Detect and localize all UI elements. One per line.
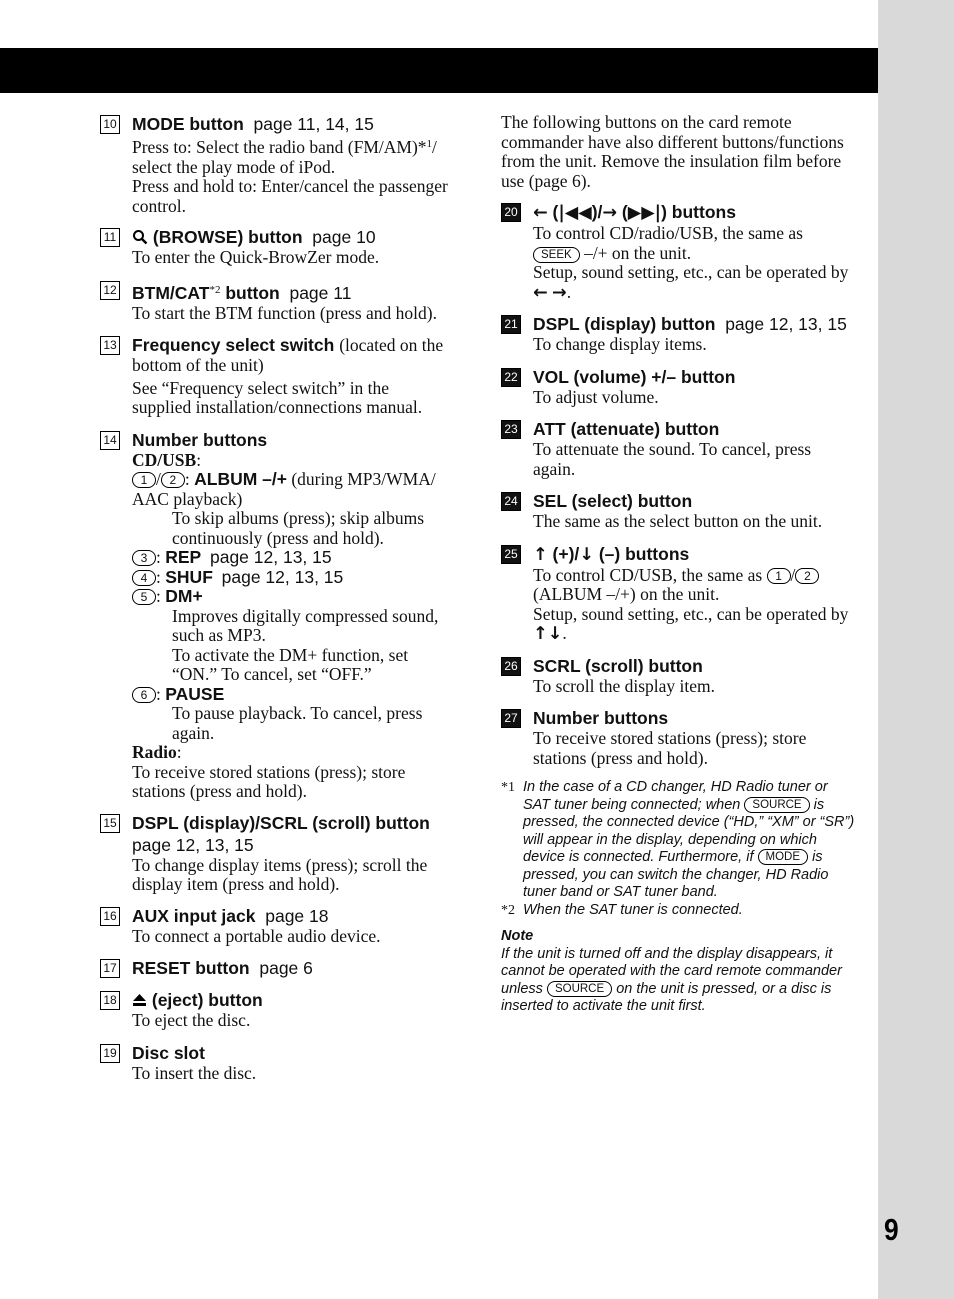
entry-text: AAC playback) [132,488,243,509]
left-column [100,113,470,1083]
entry-text: again. [533,458,576,479]
callout-number: 15 [100,814,120,833]
page-ref: page 6 [259,958,313,978]
entry-text: / [432,137,437,157]
number-key: 1 [132,472,156,488]
entry-heading: (+)/ [552,543,580,564]
page-ref: page 10 [312,227,376,247]
entry-text: To attenuate the sound. To cancel, press [533,439,812,459]
entry-18 [100,989,470,1031]
entry-text: bottom of the unit) [132,355,264,375]
entry-text: control. [132,195,186,216]
entry-note: (located on the [339,335,444,355]
entry-heading: Number buttons [533,708,669,728]
subheading-cd-usb: CD/USB [132,449,197,470]
eject-icon [132,993,147,1007]
entry-12 [100,279,470,324]
entry-heading: BTM/CAT [132,282,210,303]
entry-text: See “Frequency select switch” in the [132,377,390,398]
callout-number: 26 [501,657,521,676]
callout-number: 27 [501,709,521,728]
callout-number: 19 [100,1044,120,1063]
footnote-text: SAT tuner being connected; when [523,796,741,813]
entry-heading: VOL (volume) +/– button [533,366,736,387]
footnote-2 [501,902,871,920]
function-label: PAUSE [165,683,225,704]
page-ref: page 12, 13, 15 [209,547,332,567]
intro-text: The following buttons on the card remote [501,112,792,132]
entry-text: To eject the disc. [132,1010,251,1030]
entry-23 [501,418,871,479]
previous-track-icon: |◀◀ [558,203,592,223]
note-text: cannot be operated with the card remote commander [501,963,842,979]
function-label: DM+ [165,586,203,606]
footnote-mark: *1 [501,780,515,795]
entry-10 [100,113,470,216]
footnote-text: device is connected. Furthermore, if [523,849,754,865]
function-label: REP [165,547,202,567]
entry-text: To change display items (press); scroll the [132,854,428,875]
entry-text: To pause playback. To cancel, press [172,703,423,723]
entry-heading: (–) buttons [598,543,690,564]
callout-number: 10 [100,115,120,134]
entry-text: continuously (press and hold). [172,527,384,548]
entry-26 [501,655,871,697]
note-text: unless [501,980,543,997]
number-key: 1 [767,568,791,584]
footnote-text: pressed, the connected device (“HD,” “XM” or “SR”) [523,814,855,830]
page-ref: page 12, 13, 15 [221,566,344,587]
entry-19 [100,1042,470,1084]
number-key: 4 [132,570,156,586]
footnote-text: When the SAT tuner is connected. [523,901,743,918]
entry-text: To enter the Quick-BrowZer mode. [132,247,380,267]
left-arrow-icon: ← [533,282,548,303]
search-icon [132,229,148,245]
entry-22 [501,366,871,408]
note-box [501,928,871,1016]
seek-key: SEEK [533,247,580,263]
entry-text: Press to: Select the radio band (FM/AM)* [132,137,427,157]
page-ref: page 11 [289,282,352,303]
function-label: ALBUM –/+ [194,469,287,489]
mode-key: MODE [758,849,809,865]
up-arrow-icon: ↑ [533,624,548,644]
function-label: SHUF [165,566,213,587]
callout-number: 21 [501,315,521,334]
entry-text: To scroll the display item. [533,675,716,696]
entry-25: 25 ↑ (+)/↓ (–) buttons To control CD/USB, the same as 1 / 2 (ALBUM –/+) on the unit. Setup, sound setting, etc., can be operated by ↑↓. [501,543,871,645]
entry-heading: MODE button [132,114,244,134]
entry-text: again. [172,722,215,743]
note-text: If the unit is turned off and the display disappears, it [501,945,833,962]
intro-paragraph [501,113,871,191]
right-column [501,113,871,1016]
entry-heading: DSPL (display)/SCRL (scroll) button [132,812,430,833]
entry-20: 20 ← (|◀◀)/→ (▶▶|) buttons To control CD/radio/USB, the same as SEEK –/+ on the unit. Setup, sound setting, etc., can be operated by ← →. [501,201,871,303]
entry-21 [501,313,871,355]
entry-text: Setup, sound setting, etc., can be operated by [533,262,849,282]
callout-number: 23 [501,420,521,439]
callout-number: 11 [100,228,120,247]
note-title: Note [501,928,534,944]
entry-text: To connect a portable audio device. [132,925,381,946]
entry-heading: button [225,282,280,303]
entry-heading: RESET button [132,958,250,978]
entry-text: Improves digitally compressed sound, [172,605,439,626]
entry-text: Press and hold to: Enter/cancel the passenger [132,176,448,196]
entry-text: To skip albums (press); skip albums [172,508,425,528]
right-arrow-icon: → [552,282,567,303]
page-ref: page 18 [265,905,329,926]
entry-heading: Frequency select switch [132,335,335,355]
entry-17 [100,957,470,979]
entry-11 [100,226,470,268]
callout-number: 13 [100,336,120,355]
entry-text: “ON.” To cancel, set “OFF.” [172,664,372,684]
header-bar [0,48,878,93]
page-number: 9 [884,1212,899,1247]
subheading-radio: Radio [132,742,177,762]
entry-text: display item (press and hold). [132,874,340,894]
footnote-text: is [812,849,823,865]
entry-text: To change display items. [533,334,707,354]
entry-heading: SEL (select) button [533,491,693,511]
entry-16 [100,905,470,947]
number-key: 3 [132,550,156,566]
entry-heading: (BROWSE) button [152,227,303,247]
page-side-tab [878,0,954,1299]
entry-text: stations (press and hold). [132,781,307,801]
entry-text: –/+ on the unit. [584,242,692,263]
callout-number: 12 [100,281,120,300]
number-key: 2 [161,472,185,488]
entry-heading: AUX input jack [132,905,256,926]
entry-text: To control CD/USB, the same as [533,564,763,585]
entry-text: To receive stored stations (press); store [533,728,807,748]
entry-text: To start the BTM function (press and hold). [132,302,437,323]
right-arrow-icon: → [602,203,618,223]
entry-text: To adjust volume. [533,386,659,407]
callout-number: 20 [501,203,521,222]
page-ref: page 12, 13, 15 [132,834,254,855]
footnote-ref: 1 [426,138,433,150]
entry-text: To insert the disc. [132,1062,257,1083]
entry-text: (ALBUM –/+) on the unit. [533,584,720,604]
entry-heading: Disc slot [132,1042,205,1063]
entry-13 [100,334,470,418]
entry-heading: SCRL (scroll) button [533,655,703,676]
entry-text: stations (press and hold). [533,747,708,768]
entry-text: select the play mode of iPod. [132,156,336,177]
entry-text: supplied installation/connections manual. [132,397,423,417]
callout-number: 17 [100,959,120,978]
entry-heading: buttons [671,202,736,222]
number-key: 5 [132,589,156,605]
intro-text: use (page 6). [501,170,591,191]
footnote-1 [501,779,871,902]
intro-text: from the unit. Remove the insulation film before [501,151,842,171]
page-ref: page 11, 14, 15 [253,114,374,134]
callout-number: 16 [100,907,120,926]
down-arrow-icon: ↓ [547,624,563,644]
up-arrow-icon: ↑ [533,544,548,565]
callout-number: 18 [100,991,120,1010]
entry-text: The same as the select button on the unit. [533,511,823,531]
entry-heading: DSPL (display) button [533,314,716,334]
entry-text: such as MP3. [172,625,266,645]
number-key: 2 [795,568,819,584]
footnote-text: tuner band or SAT tuner band. [523,884,718,900]
footnote-text: In the case of a CD changer, HD Radio tuner or [523,779,828,795]
entry-text: (during MP3/WMA/ [291,469,436,489]
callout-number: 24 [501,492,521,511]
footnote-text: is [813,796,825,813]
entry-15 [100,812,470,895]
page-ref: page 12, 13, 15 [725,314,847,334]
callout-number: 14 [100,431,120,450]
entry-text: To control CD/radio/USB, the same as [533,223,803,243]
entry-text: To receive stored stations (press); store [132,761,406,782]
note-text: on the unit is pressed, or a disc is [616,980,832,997]
number-key: 6 [132,687,156,703]
callout-number: 25 [501,545,521,564]
entry-heading: ATT (attenuate) button [533,419,720,439]
footnote-text: will appear in the display, depending on which [523,831,817,848]
footnote-text: pressed, you can switch the changer, HD Radio [523,866,829,883]
source-key: SOURCE [744,797,809,813]
note-text: inserted to activate the unit first. [501,998,706,1014]
callout-number: 22 [501,368,521,387]
left-arrow-icon: ← [533,203,548,223]
footnote-mark: *2 [501,902,515,918]
footnote-ref: *2 [209,283,221,296]
entry-14: 14 Number buttons CD/USB: 1 / 2 : ALBUM –/+ (during MP3/WMA/ AAC playback) To skip albums (press); skip albums continuously (press and hold). 3 : REP page 12, 13, 15 4 : SHUF page 12, 13, 15 5 : DM+ Improves digitally compressed sound, such as MP3. To activate the DM+ function, set “ON.” To cancel, set “OFF.” 6 : PAUSE To pause playback. To cancel, press again. Radio: To receive stored stations (press); store stations (press and hold). [100,429,470,802]
next-track-icon: ▶▶| [627,203,662,223]
entry-text: Setup, sound setting, etc., can be operated by [533,603,849,624]
intro-text: commander have also different buttons/functions [501,131,844,152]
entry-heading: (eject) button [151,990,263,1010]
entry-27 [501,707,871,768]
entry-24 [501,490,871,532]
source-key: SOURCE [547,981,612,997]
entry-heading: Number buttons [132,429,268,450]
entry-text: To activate the DM+ function, set [172,644,409,665]
down-arrow-icon: ↓ [579,544,594,565]
